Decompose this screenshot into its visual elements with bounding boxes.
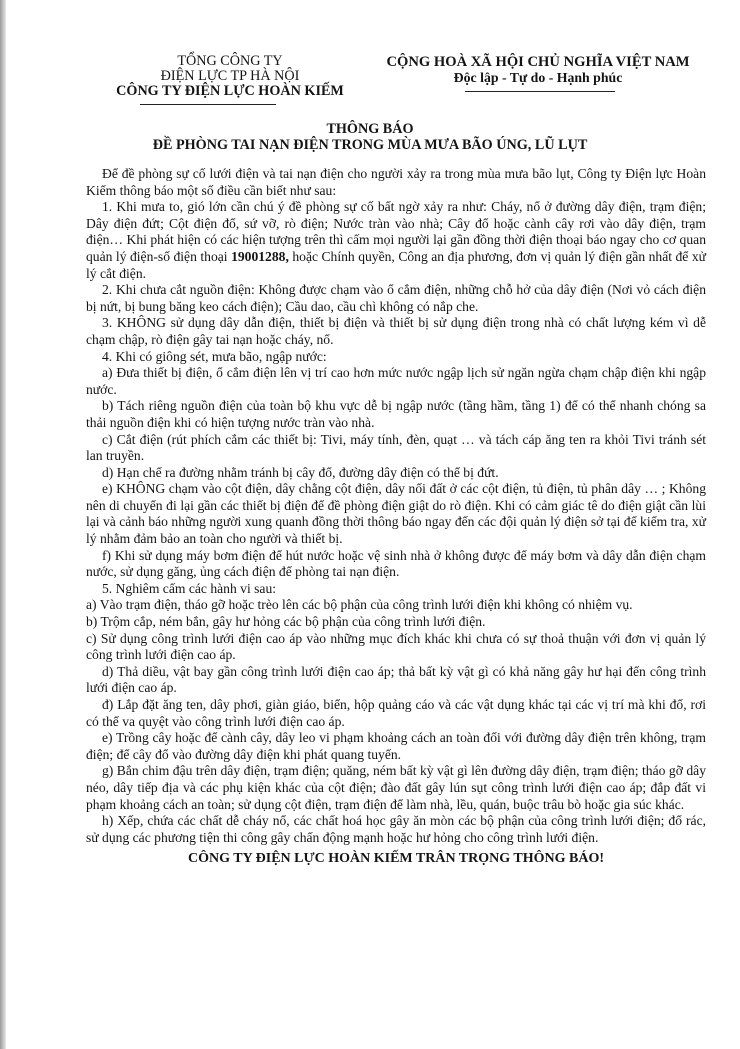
item-1-text: 1. Khi mưa to, gió lớn cần chú ý đề phòng sự cố bất ngờ xảy ra như: Cháy, nổ ở đường dây điện, trạm điện; Dây điện đứt; Cột điện đổ, sứ vỡ, rò điện; Nước tràn vào nhà; Cây đổ hoặc cành cây rơi vào dây điện, trạm điện… Khi phát hiện có các hiện tượng trên thì cấm mọi người lại gần đồng thời điện thoại báo ngay cho cơ quan quản lý điện-số điện thoại xyxy=(86,199,706,264)
item-4a: a) Đưa thiết bị điện, ổ cắm điện lên vị trí cao hơn mức nước ngập lịch sử ngăn ngừa chạm chập điện khi ngập nước. xyxy=(86,365,706,397)
item-5: 5. Nghiêm cấm các hành vi sau: xyxy=(102,580,277,596)
item-4f: f) Khi sử dụng máy bơm điện để hút nước hoặc vệ sinh nhà ở không được để máy bơm và dây dẫn điện chạm nước, sử dụng găng, ủng cách điện để phòng tai nạn điện. xyxy=(86,547,706,580)
item-1-end: hoặc Chính quyền, Công an địa phương, đơn vị quản lý điện gần nhất để xử lý cắt điện. xyxy=(86,248,706,281)
national-heading xyxy=(338,54,738,86)
nation-name: CỘNG HOÀ XÃ HỘI CHỦ NGHĨA VIỆT NAM xyxy=(386,54,690,70)
item-4e: e) KHÔNG chạm vào cột điện, dây chằng cột điện, dây nối đất ở các cột điện, tủ điện, tủ phân dây … ; Không nên di chuyển đi lại gần các thiết bị điện để đề phòng điện giật do rò điện. Khi có cảm giác tê do điện giật cần lùi lại và cảnh báo những người xung quanh đồng thời thông báo ngay đến các đội quản lý điện sở tại để kiểm tra, xử lý nhằm đảm bảo an toàn cho người và thiết bị. xyxy=(86,481,706,547)
issuing-organization xyxy=(95,54,365,99)
item-5e: e) Trồng cây hoặc để cành cây, dây leo vi phạm khoảng cách an toàn đối với đường dây điện trên không, trạm điện; để cây đổ vào đường dây điện khi phát quang tuyến. xyxy=(86,730,706,762)
item-4c: c) Cắt điện (rút phích cắm các thiết bị: Tivi, máy tính, đèn, quạt … và tách cáp ăng ten ra khỏi Tivi tránh sét lan truyền. xyxy=(86,431,706,464)
item-5dd: đ) Lắp đặt ăng ten, dây phơi, giàn giáo, biển, hộp quảng cáo và các vật dụng khác tại các vị trí mà khi đổ, rơi có thể va quyệt vào công trình lưới điện cao áp. xyxy=(86,697,706,729)
closing-statement: CÔNG TY ĐIỆN LỰC HOÀN KIẾM TRÂN TRỌNG THÔNG BÁO! xyxy=(187,851,605,867)
item-4: 4. Khi có giông sét, mưa bão, ngập nước: xyxy=(102,348,327,364)
item-4b: b) Tách riêng nguồn điện của toàn bộ khu vực dễ bị ngập nước (tầng hầm, tầng 1) để có thể nhanh chóng sa thải nguồn điện khi có hiện tượng nước tràn vào nhà. xyxy=(86,398,706,430)
item-5h: h) Xếp, chứa các chất dễ cháy nổ, các chất hoá học gây ăn mòn các bộ phận của công trình lưới điện; đổ rác, sử dụng các phương tiện thi công gây chấn động mạnh hoặc hư hỏng cho công trình lưới điện. xyxy=(86,813,706,845)
notice-body xyxy=(86,166,706,868)
item-5b: b) Trộm cắp, ném bắn, gây hư hỏng các bộ phận của công trình lưới điện. xyxy=(86,614,486,630)
item-5d: d) Thả diều, vật bay gần công trình lưới điện cao áp; thả bất kỳ vật gì có khả năng gây hư hại đến công trình lưới điện cao áp. xyxy=(86,663,706,696)
item-3: 3. KHÔNG sử dụng dây dẫn điện, thiết bị điện và thiết bị sử dụng điện trong nhà có chất lượng kém vì dễ chạm chập, rò điện gây tai nạn hoặc cháy, nổ. xyxy=(86,315,706,347)
intro-paragraph: Để đề phòng sự cố lưới điện và tai nạn điện cho người xảy ra trong mùa mưa bão lụt, Công ty Điện lực Hoàn Kiếm thông báo một số điều cần biết như sau: xyxy=(86,166,706,198)
item-4d: d) Hạn chế ra đường nhằm tránh bị cây đổ, đường dây điện có thể bị đứt. xyxy=(102,464,499,480)
item-5a: a) Vào trạm điện, tháo gỡ hoặc trèo lên các bộ phận của công trình lưới điện khi không có nhiệm vụ. xyxy=(86,597,633,613)
motto-underline xyxy=(465,91,615,92)
scan-edge-shadow xyxy=(0,0,6,1049)
item-1 xyxy=(86,199,706,282)
notice-title-block xyxy=(0,121,740,154)
org-line-3: CÔNG TY ĐIỆN LỰC HOÀN KIẾM xyxy=(116,83,344,99)
org-underline xyxy=(140,104,276,105)
notice-title: THÔNG BÁO xyxy=(326,121,414,137)
nation-motto: Độc lập - Tự do - Hạnh phúc xyxy=(453,70,623,85)
item-5c: c) Sử dụng công trình lưới điện cao áp vào những mục đích khác khi chưa có sự thoả thuận với đơn vị quản lý công trình lưới điện cao áp. xyxy=(86,630,706,663)
item-2: 2. Khi chưa cắt nguồn điện: Không được chạm vào ổ cắm điện, những chỗ hở của dây điện (Nơi vỏ cách điện bị nứt, bị bung băng keo cách điện); Cầu dao, cầu chì không có nắp che. xyxy=(86,282,706,314)
org-line-2: ĐIỆN LỰC TP HÀ NỘI xyxy=(160,68,300,84)
item-5g: g) Bắn chim đậu trên dây điện, trạm điện; quăng, ném bất kỳ vật gì lên đường dây điện, trạm điện; tháo gỡ dây néo, dây tiếp địa và các phụ kiện khác của cột điện; đào đất gây lún sụt công trình lưới điện cao áp; đắp đất vi phạm khoảng cách an toàn; sử dụng cột điện, trạm điện để làm nhà, lều, quán, buộc trâu bò hoặc gia súc khác. xyxy=(86,763,706,812)
org-line-1: TỔNG CÔNG TY xyxy=(177,53,283,69)
notice-subtitle: ĐỀ PHÒNG TAI NẠN ĐIỆN TRONG MÙA MƯA BÃO ÚNG, LŨ LỤT xyxy=(152,137,588,153)
hotline-number: 19001288, xyxy=(231,248,289,264)
